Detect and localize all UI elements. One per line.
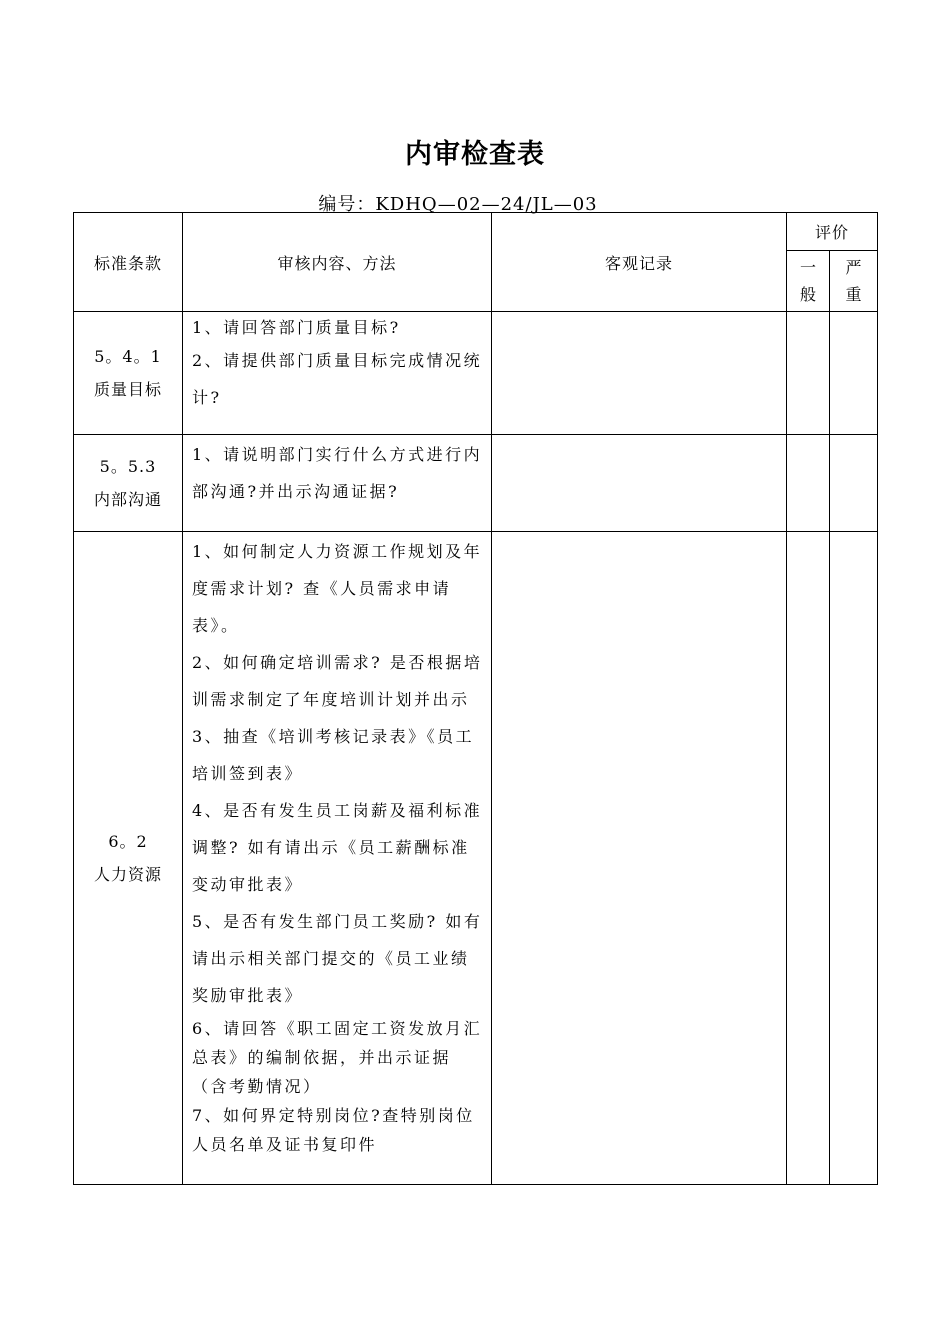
audit-item: 5、是否有发生部门员工奖励? 如有请出示相关部门提交的《员工业绩奖励审批表》 <box>192 912 483 1005</box>
clause-number: 5。4。1 <box>94 347 162 366</box>
header-clause: 标准条款 <box>74 213 183 312</box>
header-severe-line1: 严 <box>845 258 862 277</box>
audit-item: 2、请提供部门质量目标完成情况统计? <box>192 351 483 407</box>
objective-record-cell <box>492 312 787 435</box>
clause-cell <box>74 435 183 532</box>
header-general <box>787 251 830 312</box>
header-general-line2: 般 <box>799 285 816 304</box>
clause-number: 5。5.3 <box>99 457 157 476</box>
severe-eval-cell <box>830 312 878 435</box>
header-severe-line2: 重 <box>845 285 862 304</box>
severe-eval-cell <box>830 435 878 532</box>
clause-name: 人力资源 <box>93 865 162 884</box>
header-record: 客观记录 <box>492 213 787 312</box>
audit-content-cell <box>183 532 492 1185</box>
header-general-line1: 一 <box>799 258 816 277</box>
severe-eval-cell <box>830 532 878 1185</box>
general-eval-cell <box>787 435 830 532</box>
header-row <box>74 213 878 251</box>
clause-cell <box>74 312 183 435</box>
document-number: 编号：KDHQ—02—24/JL—03 <box>318 194 598 215</box>
general-eval-cell <box>787 312 830 435</box>
audit-item: 6、请回答《职工固定工资发放月汇总表》的编制依据，并出示证据（含考勤情况） <box>192 1019 483 1096</box>
audit-item: 2、如何确定培训需求? 是否根据培训需求制定了年度培训计划并出示 <box>192 653 483 709</box>
header-severe <box>830 251 878 312</box>
audit-checklist-table <box>73 212 878 1185</box>
clause-number: 6。2 <box>108 832 148 851</box>
audit-item: 4、是否有发生员工岗薪及福利标准调整? 如有请出示《员工薪酬标准变动审批表》 <box>192 801 483 894</box>
objective-record-cell <box>492 435 787 532</box>
table-row <box>74 312 878 435</box>
clause-name: 质量目标 <box>93 380 162 399</box>
objective-record-cell <box>492 532 787 1185</box>
clause-name: 内部沟通 <box>93 490 162 509</box>
audit-content-cell <box>183 312 492 435</box>
audit-item: 1、请回答部门质量目标? <box>192 318 401 337</box>
table-row <box>74 532 878 1185</box>
audit-item: 1、请说明部门实行什么方式进行内部沟通?并出示沟通证据? <box>192 445 483 501</box>
audit-item: 3、抽查《培训考核记录表》《员工培训签到表》 <box>192 727 475 783</box>
document-title: 内审检查表 <box>405 139 545 170</box>
table-row <box>74 435 878 532</box>
audit-item: 1、如何制定人力资源工作规划及年度需求计划? 查《人员需求申请表》。 <box>192 542 483 635</box>
clause-cell <box>74 532 183 1185</box>
header-evaluation: 评价 <box>787 213 878 251</box>
general-eval-cell <box>787 532 830 1185</box>
audit-item: 7、如何界定特别岗位?查特别岗位人员名单及证书复印件 <box>192 1106 475 1154</box>
header-content: 审核内容、方法 <box>183 213 492 312</box>
audit-content-cell <box>183 435 492 532</box>
